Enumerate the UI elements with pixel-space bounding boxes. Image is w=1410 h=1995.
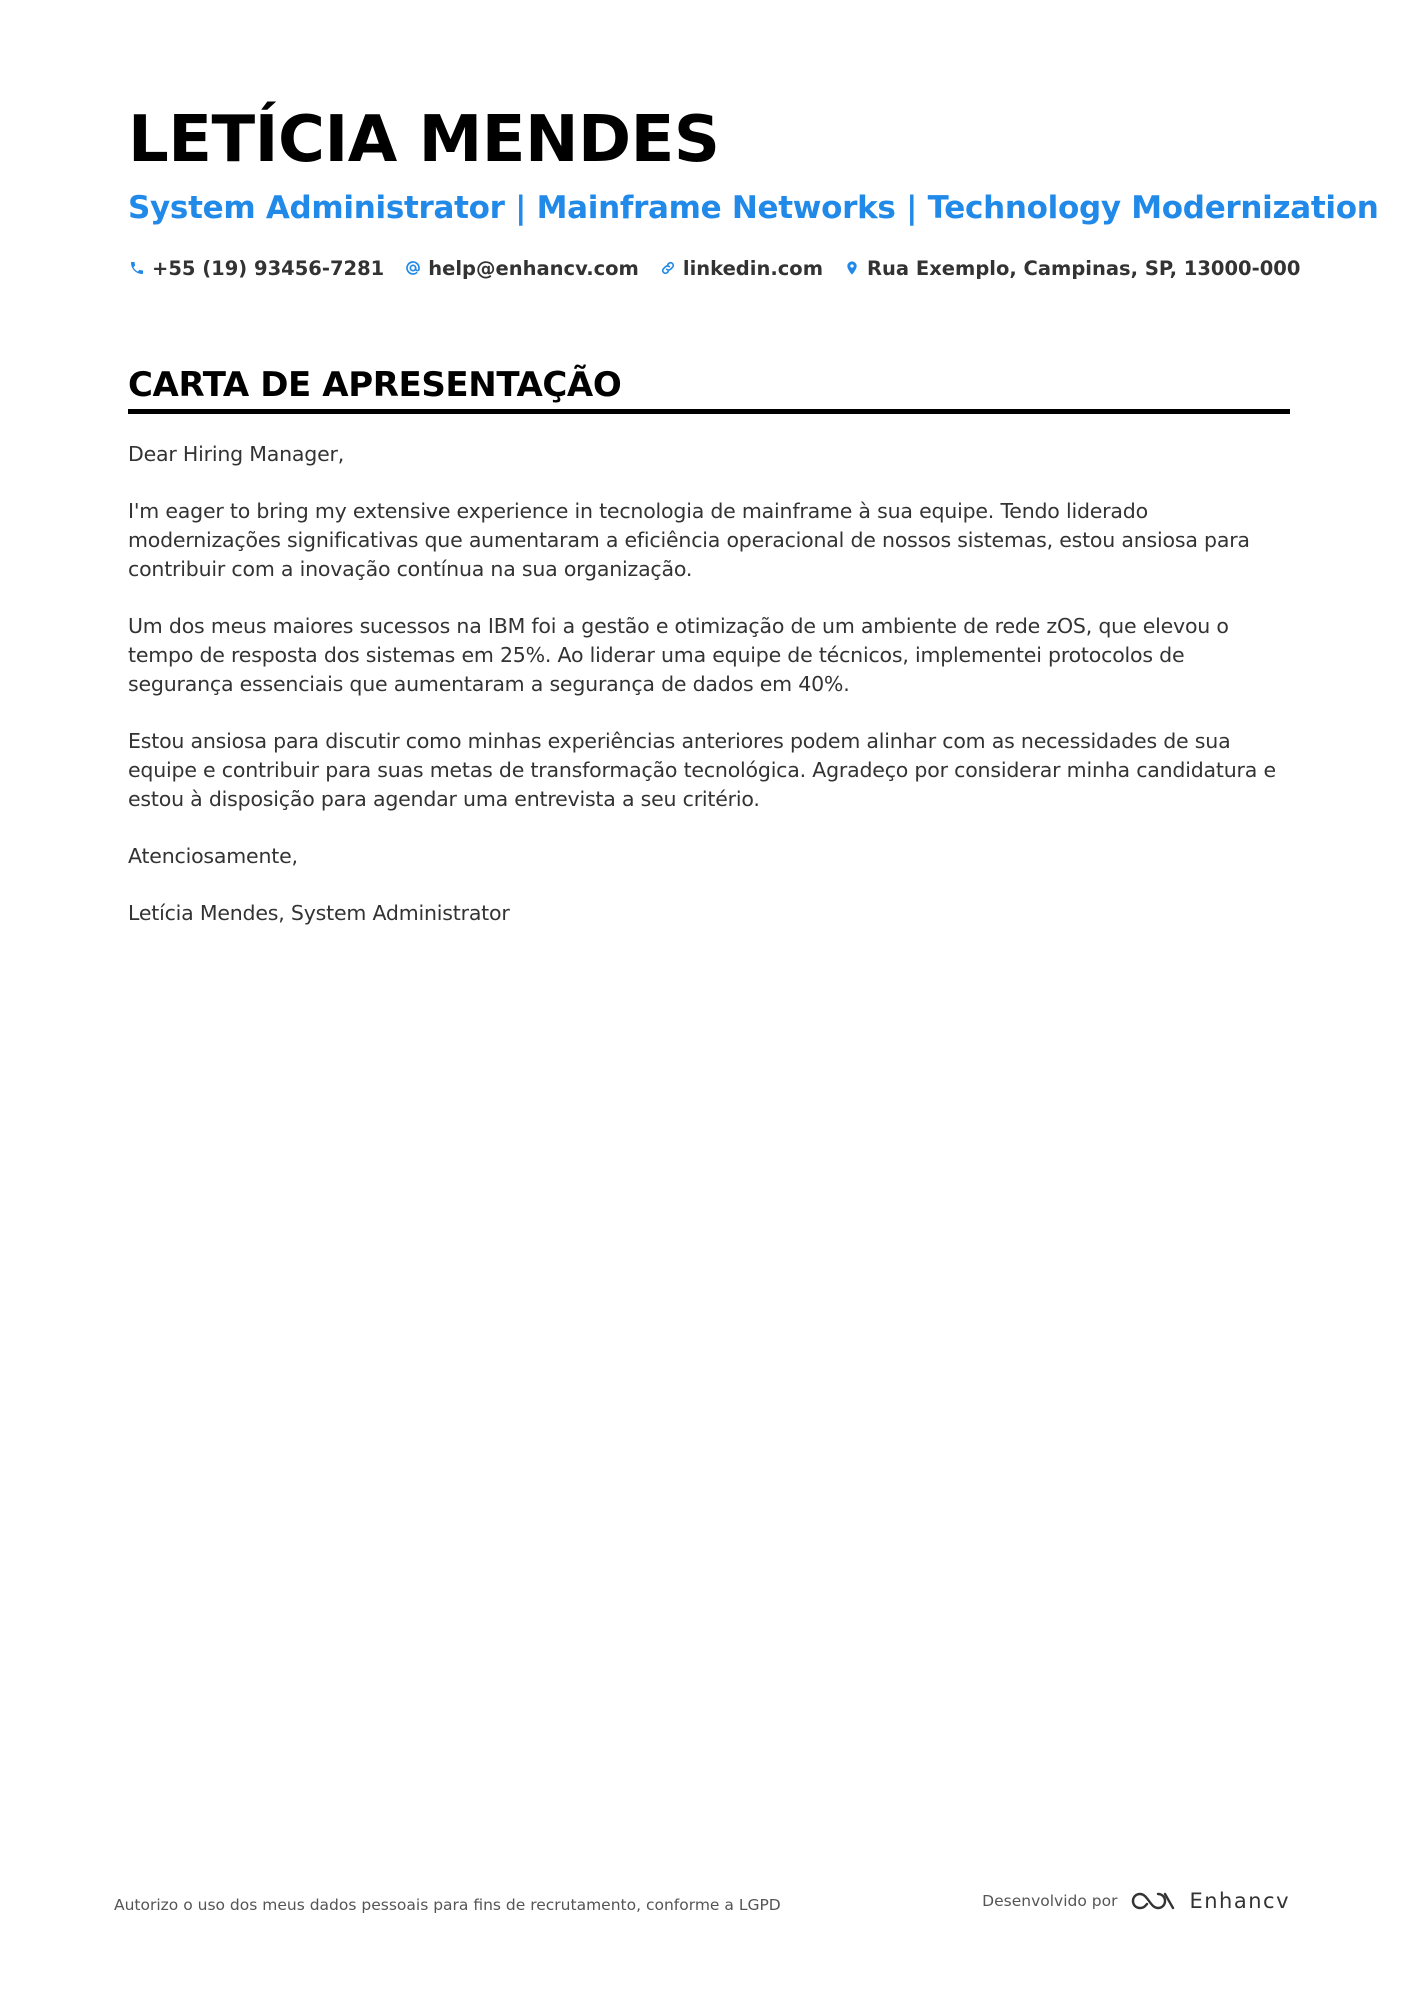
letter-paragraph: Um dos meus maiores sucessos na IBM foi a gestão e otimização de um ambiente de rede zOS, que elevou o tempo de resposta dos sistemas em 25%. Ao liderar uma equipe de técnicos, implementei protocolos de segurança essenciais que aumentaram a segurança de dados em 40%. xyxy=(128,614,1229,696)
contact-email[interactable] xyxy=(404,257,639,280)
contact-address-text: Rua Exemplo, Campinas, SP, 13000-000 xyxy=(867,256,1301,280)
letter-closing: Atenciosamente, xyxy=(128,844,298,868)
section-title: CARTA DE APRESENTAÇÃO xyxy=(128,365,622,405)
contact-linkedin[interactable] xyxy=(659,257,823,280)
powered-by-label: Desenvolvido por xyxy=(982,1892,1118,1910)
link-icon xyxy=(659,259,677,277)
letter-signature: Letícia Mendes, System Administrator xyxy=(128,901,510,925)
contact-linkedin-text: linkedin.com xyxy=(682,256,824,280)
phone-icon xyxy=(128,259,146,277)
contact-email-text: help@enhancv.com xyxy=(428,256,639,280)
lgpd-consent-note: Autorizo o uso dos meus dados pessoais para fins de recrutamento, conforme a LGPD xyxy=(114,1896,781,1914)
contact-bar xyxy=(128,255,1320,281)
contact-address xyxy=(843,257,1300,280)
at-sign-icon xyxy=(404,259,422,277)
enhancv-brand-name: Enhancv xyxy=(1189,1889,1290,1913)
candidate-name: LETÍCIA MENDES xyxy=(128,103,720,177)
letter-body xyxy=(128,440,1293,956)
candidate-headline: System Administrator | Mainframe Networks | Technology Modernization xyxy=(128,190,1379,226)
enhancv-logo-icon xyxy=(1129,1888,1177,1914)
section-divider xyxy=(128,409,1290,414)
letter-paragraph: Estou ansiosa para discutir como minhas experiências anteriores podem alinhar com as necessidades de sua equipe e contribuir para suas metas de transformação tecnológica. Agradeço por considerar minha candidatura e estou à disposição para agendar uma entrevista a seu critério. xyxy=(128,729,1276,811)
letter-greeting: Dear Hiring Manager, xyxy=(128,442,345,466)
contact-phone[interactable] xyxy=(128,257,384,280)
location-pin-icon xyxy=(843,259,861,277)
contact-phone-text: +55 (19) 93456-7281 xyxy=(152,256,385,280)
powered-by[interactable] xyxy=(982,1888,1290,1914)
letter-paragraph: I'm eager to bring my extensive experience in tecnologia de mainframe à sua equipe. Tendo liderado modernizações significativas que aumentaram a eficiência operacional de nossos sistemas, estou ansiosa para contribuir com a inovação contínua na sua organização. xyxy=(128,499,1250,581)
